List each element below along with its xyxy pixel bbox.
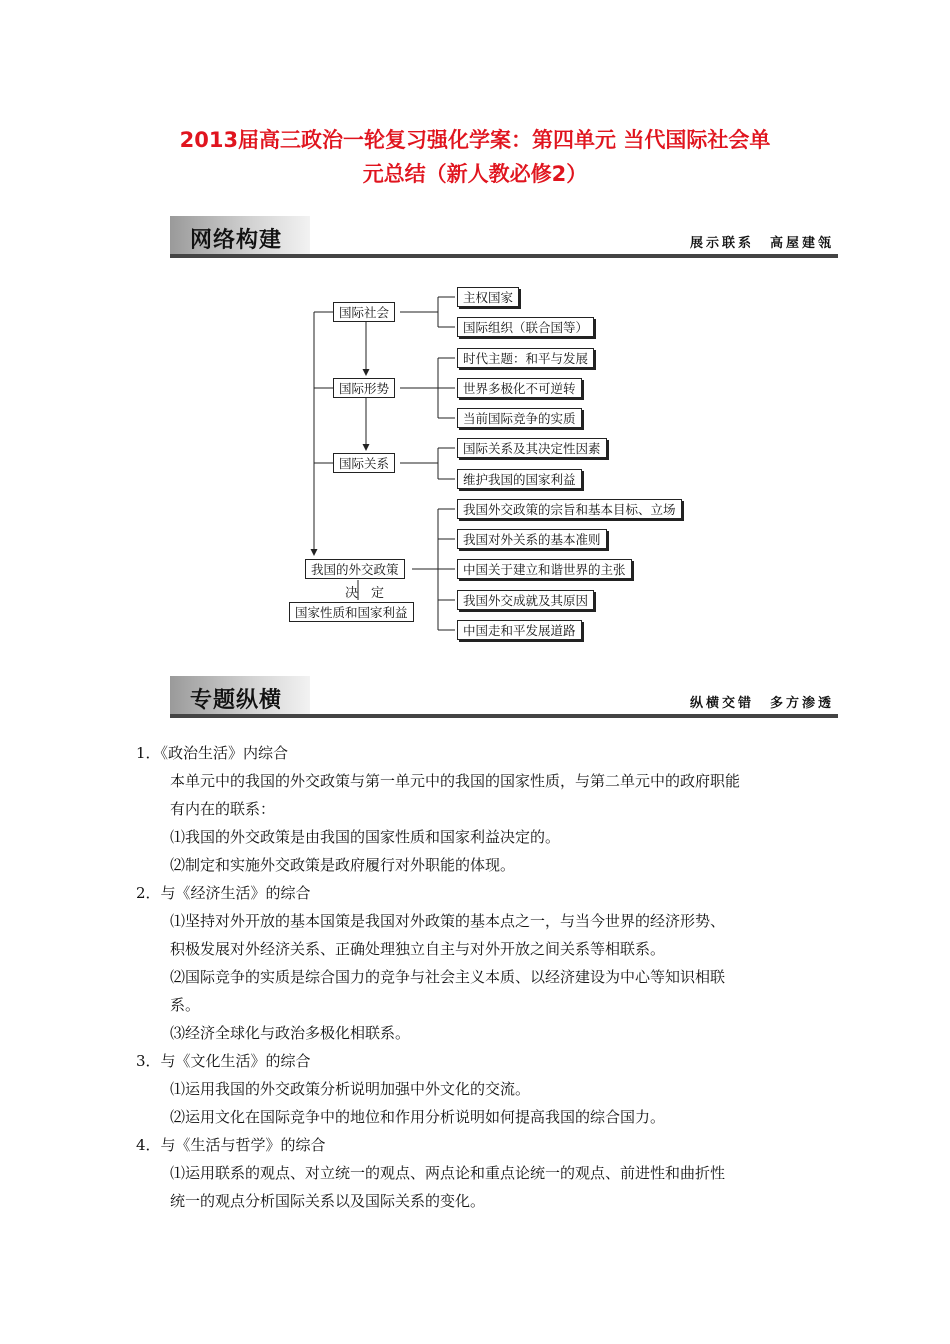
section-subtitle: 纵横交错 多方渗透 xyxy=(689,696,834,711)
leaf-international-organization: 国际组织（联合国等） xyxy=(457,317,594,337)
document-title-line1: 2013届高三政治一轮复习强化学案：第四单元 当代国际社会单 xyxy=(179,128,771,152)
section-rule xyxy=(170,714,838,718)
paragraph-line: 系。 xyxy=(170,996,201,1014)
node-international-situation: 国际形势 xyxy=(333,378,395,398)
heading-item-2: 2．与《经济生活》的综合 xyxy=(136,884,311,902)
leaf-sovereign-state: 主权国家 xyxy=(457,287,519,307)
section-header-topics xyxy=(170,676,838,716)
paragraph-line: ⑵制定和实施外交政策是政府履行对外职能的体现。 xyxy=(170,856,516,874)
node-international-society: 国际社会 xyxy=(333,302,395,322)
section-label: 专题纵横 xyxy=(190,688,283,713)
paragraph-line: 本单元中的我国的外交政策与第一单元中的我国的国家性质，与第二单元中的政府职能 xyxy=(170,772,741,790)
paragraph-line: ⑴我国的外交政策是由我国的国家性质和国家利益决定的。 xyxy=(170,828,561,846)
paragraph-line: ⑶经济全球化与政治多极化相联系。 xyxy=(170,1024,411,1042)
paragraph-line: 积极发展对外经济关系、正确处理独立自主与对外开放之间关系等相联系。 xyxy=(170,940,666,958)
node-foreign-policy: 我国的外交政策 xyxy=(305,559,405,579)
section-subtitle: 展示联系 高屋建瓴 xyxy=(689,236,834,251)
paragraph-line: ⑴坚持对外开放的基本国策是我国对外政策的基本点之一，与当今世界的经济形势、 xyxy=(170,912,726,930)
label-decide: 决 定 xyxy=(345,586,385,601)
heading-item-4: 4．与《生活与哲学》的综合 xyxy=(136,1136,326,1154)
node-national-nature-interest: 国家性质和国家利益 xyxy=(289,602,414,622)
leaf-competition-essence: 当前国际竞争的实质 xyxy=(457,408,582,428)
paragraph-line: ⑵国际竞争的实质是综合国力的竞争与社会主义本质、以经济建设为中心等知识相联 xyxy=(170,968,726,986)
leaf-multipolarization: 世界多极化不可逆转 xyxy=(457,378,582,398)
leaf-harmonious-world: 中国关于建立和谐世界的主张 xyxy=(457,559,632,579)
leaf-relations-factors: 国际关系及其决定性因素 xyxy=(457,438,607,458)
paragraph-line: ⑴运用我国的外交政策分析说明加强中外文化的交流。 xyxy=(170,1080,531,1098)
leaf-policy-purpose: 我国外交政策的宗旨和基本目标、立场 xyxy=(457,499,682,519)
document-title-line2: 元总结（新人教必修2） xyxy=(362,162,588,186)
leaf-peaceful-development: 中国走和平发展道路 xyxy=(457,620,582,640)
node-international-relations: 国际关系 xyxy=(333,453,395,473)
leaf-era-theme: 时代主题：和平与发展 xyxy=(457,348,594,368)
leaf-national-interest: 维护我国的国家利益 xyxy=(457,469,582,489)
paragraph-line: ⑴运用联系的观点、对立统一的观点、两点论和重点论统一的观点、前进性和曲折性 xyxy=(170,1164,726,1182)
leaf-diplomatic-achievements: 我国外交成就及其原因 xyxy=(457,590,594,610)
section-label: 网络构建 xyxy=(190,228,283,253)
paragraph-line: ⑵运用文化在国际竞争中的地位和作用分析说明如何提高我国的综合国力。 xyxy=(170,1108,666,1126)
paragraph-line: 有内在的联系： xyxy=(170,800,276,818)
heading-item-1: 1．《政治生活》内综合 xyxy=(136,744,289,762)
paragraph-line: 统一的观点分析国际关系以及国际关系的变化。 xyxy=(170,1192,486,1210)
leaf-basic-principles: 我国对外关系的基本准则 xyxy=(457,529,607,549)
heading-item-3: 3．与《文化生活》的综合 xyxy=(136,1052,311,1070)
